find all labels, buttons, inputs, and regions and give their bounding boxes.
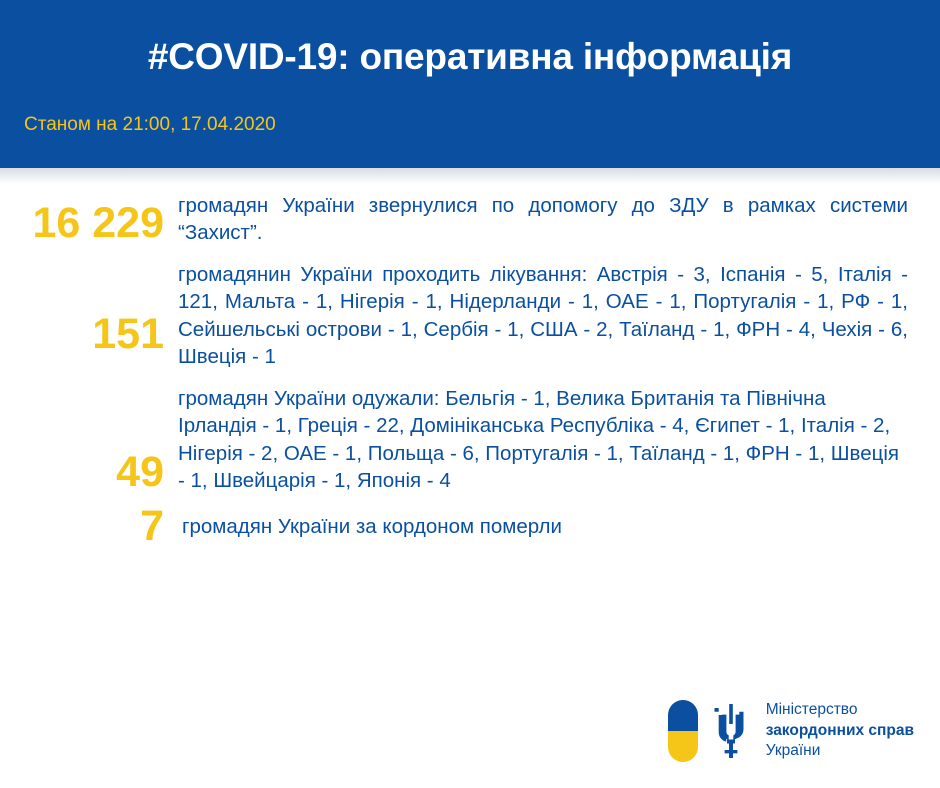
ministry-logo [668, 700, 914, 762]
statistics-list [0, 192, 940, 548]
ministry-line-2: закордонних справ [765, 721, 914, 739]
stat-row [0, 503, 940, 548]
flag-mark-icon [668, 700, 698, 762]
stat-row [0, 261, 940, 371]
stat-description: громадян України за кордоном померли [182, 514, 562, 538]
header-timestamp: Станом на 21:00, 17.04.2020 [24, 114, 276, 135]
stat-number: 151 [92, 309, 164, 358]
flag-blue-half [668, 700, 698, 731]
flag-yellow-half [668, 731, 698, 762]
header-banner [0, 0, 940, 168]
ministry-line-3: України [765, 742, 821, 760]
header-divider [0, 168, 940, 184]
ministry-line-1: Міністерство [765, 701, 858, 719]
stat-description: громадян України звернулися по допомогу до ЗДУ в рамках системи “Захист”. [178, 194, 908, 245]
stat-description: громадян України одужали: Бельгія - 1, Велика Британія та Північна Ірландія - 1, Греція - 22, Домініканська Республіка - 4, Єгипет - 1, Італія - 2, Нігерія - 2, ОАЕ - 1, Польща - 6, Португалія - 1, Таїланд - 1, ФРН - 1, Швеція - 1, Швейцарія - 1, Японія - 4 [178, 386, 899, 493]
stat-number: 7 [140, 501, 164, 550]
stat-row [0, 385, 940, 495]
stat-description: громадянин України проходить лікування: Австрія - 3, Іспанія - 5, Італія - 121, Мальта - 1, Нігерія - 1, Нідерланди - 1, ОАЕ - 1, Португалія - 1, РФ - 1, Сейшельські острови - 1, Сербія - 1, США - 2, Таїланд - 1, ФРН - 4, Чехія - 6, Швеція - 1 [178, 262, 908, 369]
ministry-name [766, 700, 914, 761]
stat-number: 16 229 [32, 199, 164, 247]
stat-number: 49 [116, 447, 164, 496]
stat-row [0, 192, 940, 247]
page-title: #COVID-19: оперативна інформація [147, 36, 793, 77]
trident-icon [708, 702, 754, 760]
